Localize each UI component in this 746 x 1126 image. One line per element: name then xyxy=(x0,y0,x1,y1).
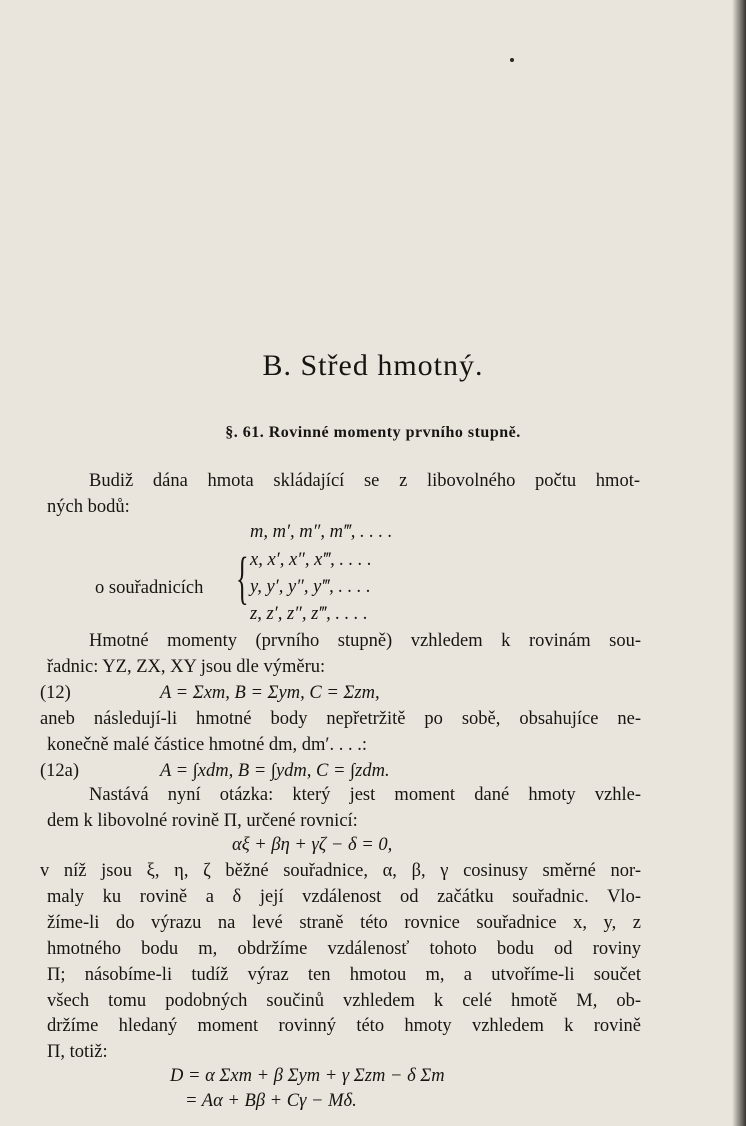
paragraph-2-line-1: Hmotné momenty (prvního stupně) vzhledem k rovinám sou- xyxy=(89,631,641,651)
paragraph-1-line-2: ných bodů: xyxy=(47,497,130,517)
final-equation-line-2: = Aα + Bβ + Cγ − Mδ. xyxy=(185,1091,357,1111)
paragraph-3-line-2: konečně malé částice hmotné dm, dm′. . . .: xyxy=(47,735,367,755)
paragraph-5-line-7: držíme hledaný moment rovinný této hmoty vzhledem k rovině xyxy=(47,1016,641,1036)
coordinates-z-row: z, z′, z″, z‴, . . . . xyxy=(250,604,368,624)
final-equation-line-1: D = α Σxm + β Σym + γ Σzm − δ Σm xyxy=(170,1066,445,1086)
paragraph-1-line-1: Budiž dána hmota skládající se z libovolného počtu hmot- xyxy=(89,471,640,491)
paragraph-5-line-1: v níž jsou ξ, η, ζ běžné souřadnice, α, β, γ cosinusy směrné nor- xyxy=(40,861,641,881)
paragraph-5-line-3: žíme-li do výrazu na levé straně této rovnice souřadnice x, y, z xyxy=(47,913,641,933)
paragraph-5-line-2: maly ku rovině a δ její vzdálenost od začátku souřadnic. Vlo- xyxy=(47,887,641,907)
paragraph-2-line-2: řadnic: YZ, ZX, XY jsou dle výměru: xyxy=(47,657,326,677)
paragraph-4-line-1: Nastává nyní otázka: který jest moment dané hmoty vzhle- xyxy=(89,785,641,805)
equation-12-tag: (12) xyxy=(40,683,71,703)
paragraph-3-line-1: aneb následují-li hmotné body nepřetržitě po sobě, obsahujíce ne- xyxy=(40,709,641,729)
coordinates-x-row: x, x′, x″, x‴, . . . . xyxy=(250,550,372,570)
equation-12a: A = ∫xdm, B = ∫ydm, C = ∫zdm. xyxy=(160,761,390,781)
masses-row: m, m′, m″, m‴, . . . . xyxy=(250,522,393,542)
equation-12a-tag: (12a) xyxy=(40,761,80,781)
equation-12: A = Σxm, B = Σym, C = Σzm, xyxy=(160,683,380,703)
coordinates-brace: { xyxy=(236,545,249,610)
paragraph-5-line-6: všech tomu podobných součinů vzhledem k celé hmotě M, ob- xyxy=(47,991,641,1011)
paragraph-4-line-2: dem k libovolné rovině Π, určené rovnicí: xyxy=(47,811,358,831)
plane-equation: αξ + βη + γζ − δ = 0, xyxy=(232,835,393,855)
page-edge-shadow xyxy=(732,0,746,1126)
coordinates-label: o souřadnicích xyxy=(95,578,204,598)
section-title: B. Střed hmotný. xyxy=(262,349,484,382)
paragraph-5-line-8: Π, totiž: xyxy=(47,1042,108,1062)
paragraph-5-line-5: Π; násobíme-li tudíž výraz ten hmotou m, a utvoříme-li součet xyxy=(47,965,641,985)
paragraph-5-line-4: hmotného bodu m, obdržíme vzdálenosť tohoto bodu od roviny xyxy=(47,939,641,959)
subsection-title: §. 61. Rovinné momenty prvního stupně. xyxy=(225,424,521,441)
coordinates-y-row: y, y′, y″, y‴, . . . . xyxy=(250,577,371,597)
ink-speck xyxy=(510,58,514,62)
